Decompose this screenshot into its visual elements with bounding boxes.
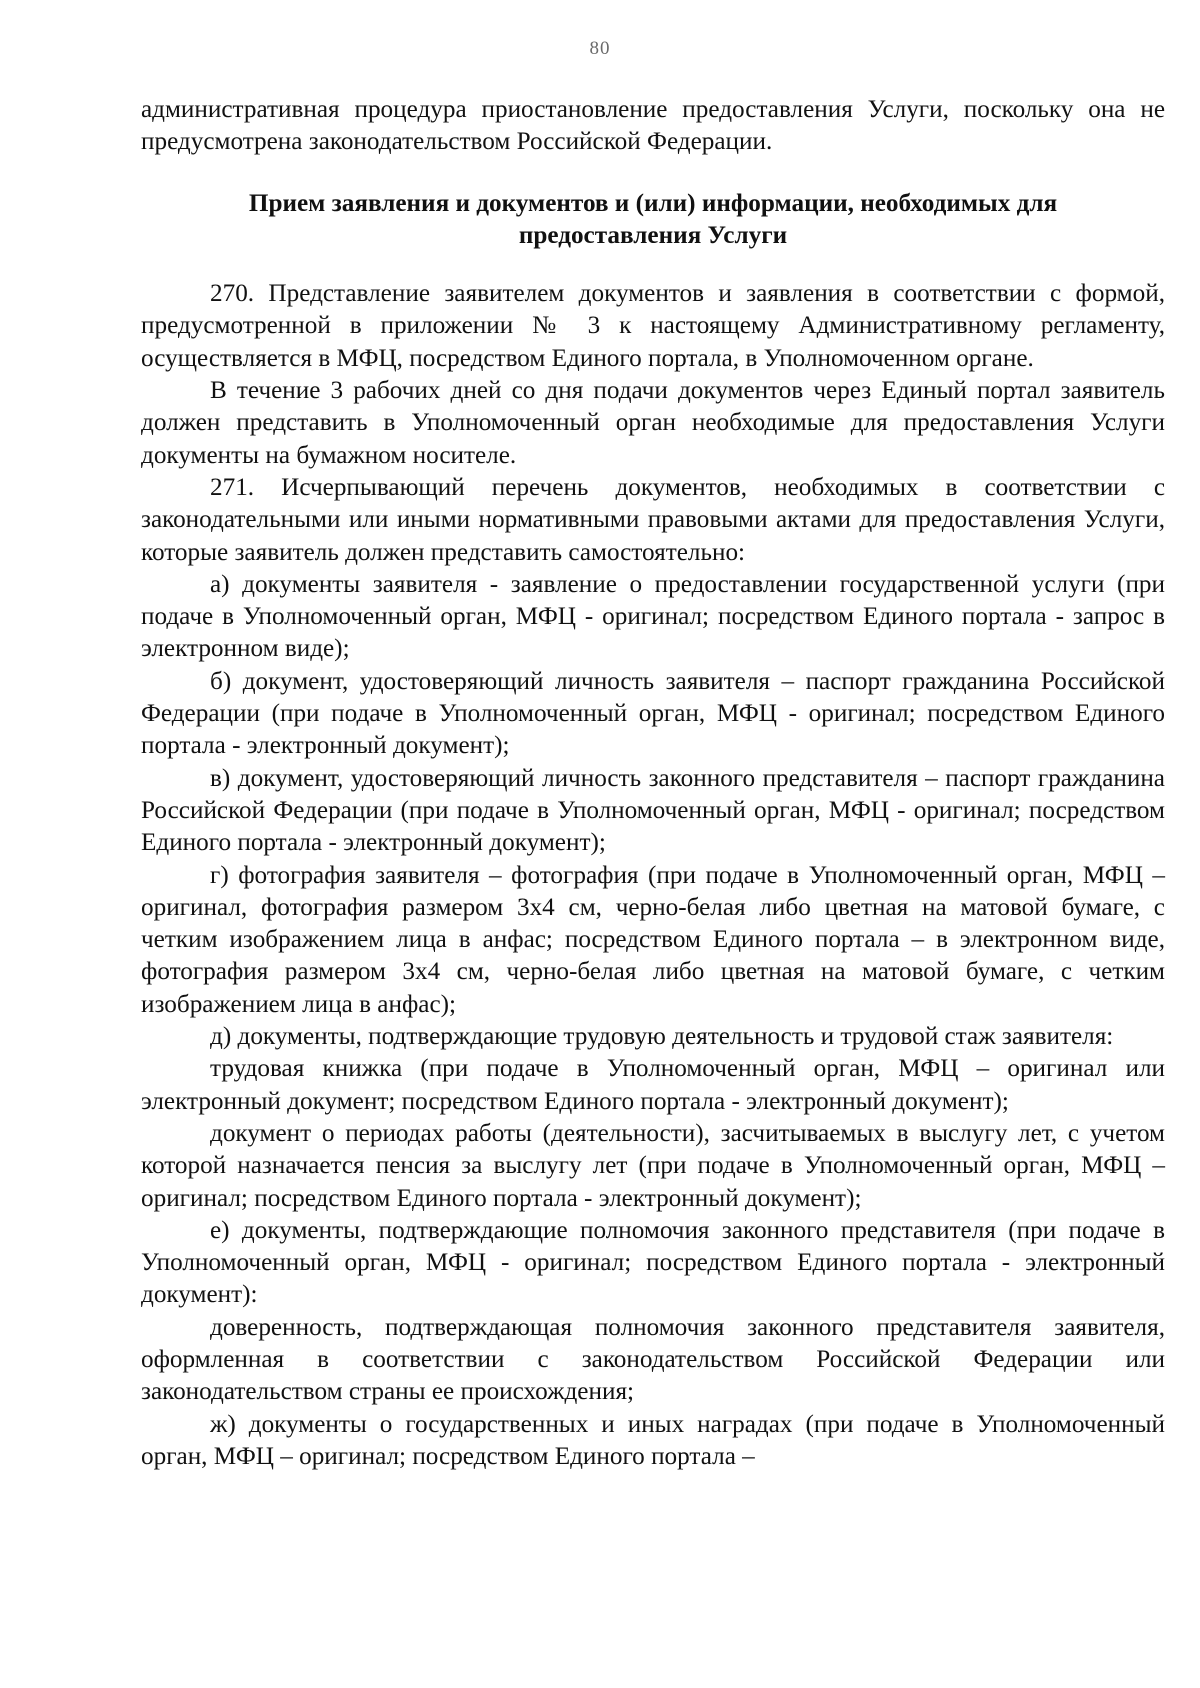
list-item-d-work-periods: документ о периодах работы (деятельности), засчитываемых в выслугу лет, с учетом которой назначается пенсия за выслугу лет (при подаче в Уполномоченный орган, МФЦ – оригинал; посредством Единого портала - электронный документ); [141,1119,1165,1212]
page-number: 80 [589,38,611,59]
document-body [141,94,1165,1473]
list-item-d-work-book: трудовая книжка (при подаче в Уполномоченный орган, МФЦ – оригинал или электронный документ; посредством Единого портала - электронный документ); [141,1055,1165,1115]
paragraph-270-submission-term: В течение 3 рабочих дней со дня подачи документов через Единый портал заявитель должен представить в Уполномоченный орган необходимые для предоставления Услуги документы на бумажном носителе. [141,377,1165,469]
paragraph-270: 270. Представление заявителем документов и заявления в соответствии с формой, предусмотренной в приложении № 3 к настоящему Административному регламенту, осуществляется в МФЦ, посредством Единого портала, в Уполномоченном органе. [141,280,1165,372]
list-item-e: е) документы, подтверждающие полномочия законного представителя (при подаче в Уполномоченный орган, МФЦ - оригинал; посредством Единого портала - электронный документ): [141,1216,1165,1309]
list-item-b: б) документ, удостоверяющий личность заявителя – паспорт гражданина Российской Федерации (при подаче в Уполномоченный орган, МФЦ - оригинал; посредством Единого портала - электронный документ); [141,667,1165,760]
list-item-d: д) документы, подтверждающие трудовую деятельность и трудовой стаж заявителя: [210,1023,1114,1051]
list-item-e-power-of-attorney: доверенность, подтверждающая полномочия законного представителя заявителя, оформленная в соответствии с законодательством Российской Федерации или законодательством страны ее происхождения; [141,1313,1165,1406]
list-item-g: г) фотография заявителя – фотография (при подаче в Уполномоченный орган, МФЦ – оригинал, фотография размером 3х4 см, черно-белая либо цветная на матовой бумаге, с четким изображением лица в анфас; посредством Единого портала – в электронном виде, фотография размером 3х4 см, черно-белая либо цветная на матовой бумаге, с четким изображением лица в анфас); [141,861,1165,1018]
intro-paragraph: административная процедура приостановление предоставления Услуги, поскольку она не предусмотрена законодательством Российской Федерации. [141,96,1165,156]
list-item-a: а) документы заявителя - заявление о предоставлении государственной услуги (при подаче в Уполномоченный орган, МФЦ - оригинал; посредством Единого портала - запрос в электронном виде); [141,570,1165,663]
paragraph-271: 271. Исчерпывающий перечень документов, необходимых в соответствии с законодательными или иными нормативными правовыми актами для предоставления Услуги, которые заявитель должен представить самостоятельно: [141,473,1165,566]
list-item-v: в) документ, удостоверяющий личность законного представителя – паспорт гражданина Российской Федерации (при подаче в Уполномоченный орган, МФЦ - оригинал; посредством Единого портала - электронный документ); [141,764,1165,857]
section-heading: Прием заявления и документов и (или) информации, необходимых для предоставления Услуги [248,189,1058,249]
list-item-zh: ж) документы о государственных и иных наградах (при подаче в Уполномоченный орган, МФЦ – оригинал; посредством Единого портала – [141,1410,1165,1470]
